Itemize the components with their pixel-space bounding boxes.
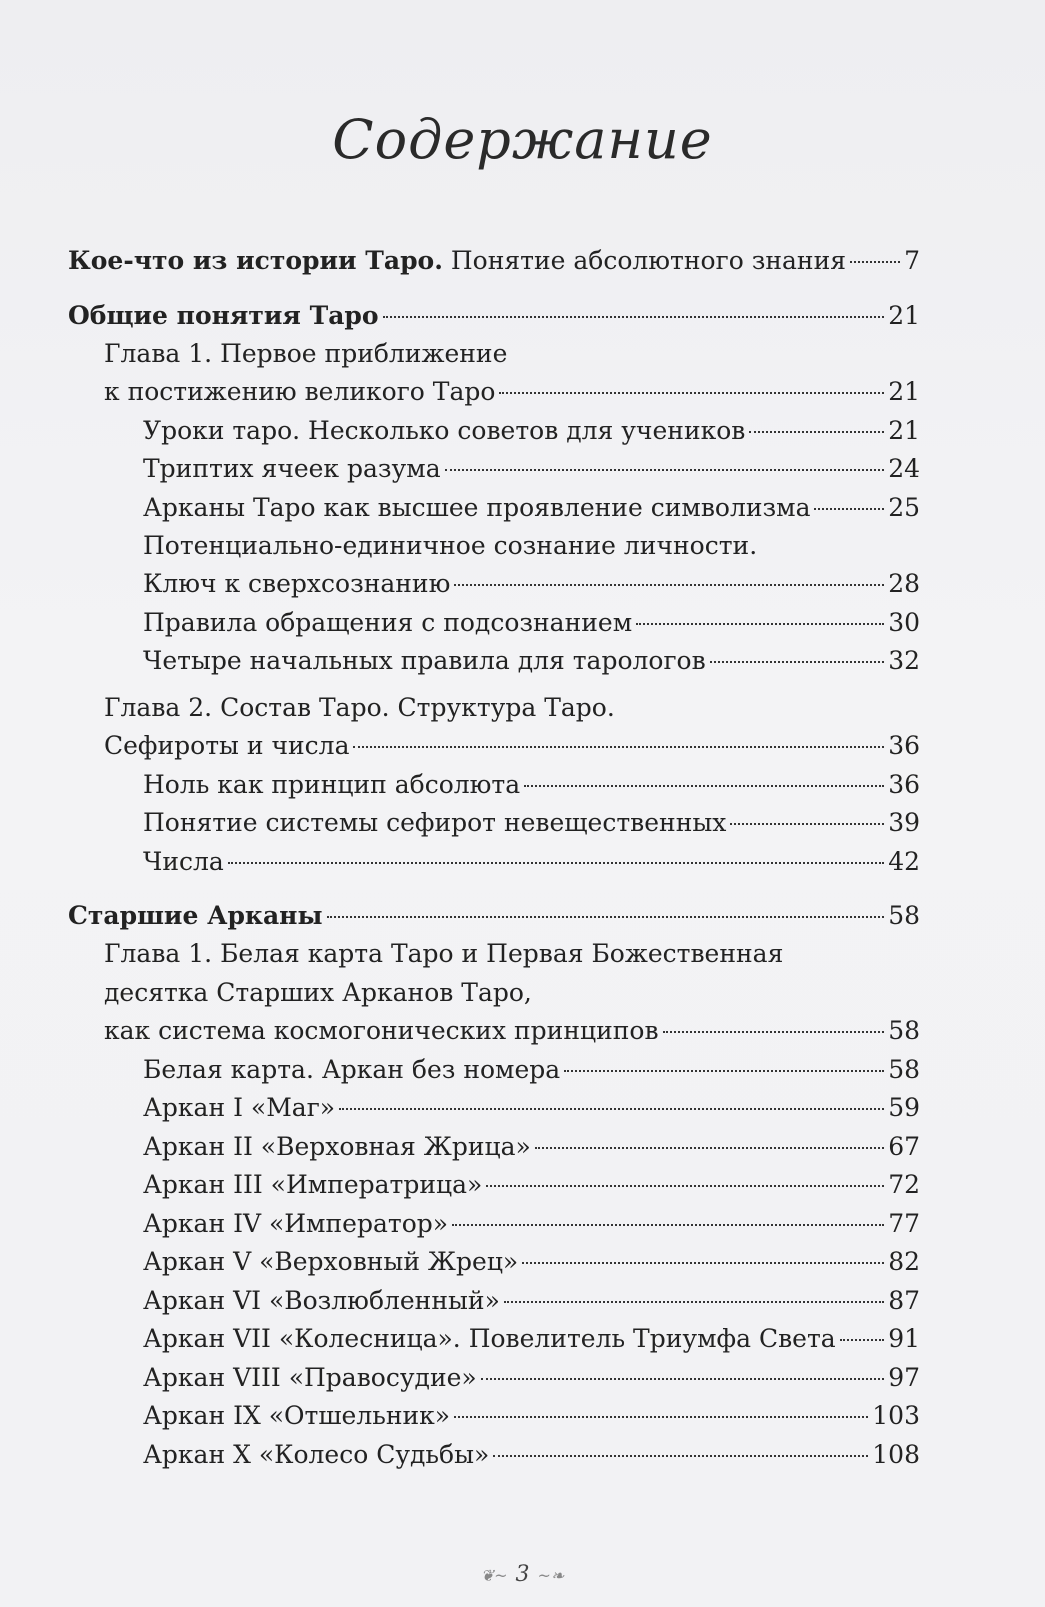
toc-entry-text: Аркан V «Верховный Жрец»: [143, 1247, 519, 1276]
dot-leader: [454, 1416, 868, 1418]
toc-entry-text: Белая карта. Аркан без номера: [143, 1055, 561, 1084]
toc-entry-line1: Глава 1. Белая карта Таро и Первая Божественная: [104, 939, 784, 968]
toc-entry-label: [68, 244, 846, 278]
toc-entry-text: Аркан VII «Колесница». Повелитель Триумфа Света: [143, 1324, 836, 1353]
toc-entry-text: Четыре начальных правила для тарологов: [143, 646, 706, 675]
toc-entry-text: к постижению великого Таро: [104, 377, 496, 406]
toc-entry-text: Аркан II «Верховная Жрица»: [143, 1132, 531, 1161]
toc-entry[interactable]: [143, 567, 920, 601]
toc-entry[interactable]: [143, 806, 920, 840]
dot-leader: [504, 1301, 884, 1303]
toc-page-number: 36: [888, 731, 920, 760]
toc-page-number: 36: [888, 770, 920, 799]
toc-page-number: 59: [888, 1093, 920, 1122]
dot-leader: [452, 1224, 884, 1226]
toc-entry-line1: Глава 2. Состав Таро. Структура Таро.: [104, 693, 615, 722]
toc-page-number: 28: [888, 569, 920, 598]
toc-page-number: 30: [888, 608, 920, 637]
toc-entry-text: Арканы Таро как высшее проявление символизма: [143, 493, 811, 522]
folio-number: 3: [515, 1562, 530, 1587]
dot-leader: [730, 823, 884, 825]
toc-entry-text: Сефироты и числа: [104, 731, 350, 760]
toc-entry-bold: Старшие Арканы: [68, 901, 323, 930]
toc-entry[interactable]: [143, 1091, 920, 1125]
toc-entry[interactable]: [143, 1207, 920, 1241]
toc-entry-text: Аркан IV «Император»: [143, 1209, 449, 1238]
toc-entry-bold: Общие понятия Таро: [68, 301, 379, 330]
toc-entry-line2: десятка Старших Арканов Таро,: [104, 978, 532, 1007]
toc-entry-text: Ключ к сверхсознанию: [143, 569, 451, 598]
toc-entry[interactable]: [104, 375, 920, 409]
toc-entry[interactable]: [143, 452, 920, 486]
toc-page-number: 21: [888, 301, 920, 330]
toc-page-number: 32: [888, 646, 920, 675]
dot-leader: [710, 661, 885, 663]
dot-leader: [383, 316, 885, 318]
dot-leader: [499, 392, 884, 394]
dot-leader: [814, 508, 884, 510]
toc-entry-text: Уроки таро. Несколько советов для учеников: [143, 416, 746, 445]
dot-leader: [850, 261, 900, 263]
toc-page-number: 42: [888, 847, 920, 876]
toc-entry[interactable]: [143, 414, 920, 448]
toc-entry[interactable]: [104, 729, 920, 763]
toc-entry[interactable]: [143, 845, 920, 879]
toc-page-number: 58: [888, 1016, 920, 1045]
toc-entry[interactable]: [143, 1284, 920, 1318]
dot-leader: [522, 1262, 884, 1264]
toc-entry-text: Аркан IX «Отшельник»: [143, 1401, 451, 1430]
toc-entry-text: Триптих ячеек разума: [143, 454, 441, 483]
toc-entry-text: Понятие системы сефирот невещественных: [143, 808, 727, 837]
toc-page-number: 24: [888, 454, 920, 483]
toc-entry[interactable]: [143, 1053, 920, 1087]
toc-entry[interactable]: [143, 644, 920, 678]
toc-entry-text: как система космогонических принципов: [104, 1016, 659, 1045]
toc-page-number: 58: [888, 1055, 920, 1084]
dot-leader: [493, 1455, 868, 1457]
toc-entry[interactable]: [143, 491, 920, 525]
toc-page-number: 7: [904, 246, 920, 275]
dot-leader: [486, 1185, 884, 1187]
toc-page-number: 103: [872, 1401, 920, 1430]
toc-entry-text: Понятие абсолютного знания: [442, 246, 847, 275]
toc-page-number: 91: [888, 1324, 920, 1353]
toc-entry[interactable]: [104, 1014, 920, 1048]
toc-page-number: 77: [888, 1209, 920, 1238]
toc-page-number: 39: [888, 808, 920, 837]
toc-entry-bold: Кое-что из истории Таро.: [68, 246, 443, 275]
toc-page-number: 82: [888, 1247, 920, 1276]
toc-page-number: 58: [888, 901, 920, 930]
toc-entry-text: Аркан X «Колесо Судьбы»: [143, 1440, 490, 1469]
toc-entry-text: Аркан III «Императрица»: [143, 1170, 483, 1199]
toc-entry[interactable]: [68, 244, 920, 278]
dot-leader: [339, 1108, 884, 1110]
toc-entry-text: Ноль как принцип абсолюта: [143, 770, 521, 799]
toc-page-number: 21: [888, 377, 920, 406]
toc-entry[interactable]: [143, 1399, 920, 1433]
toc-entry-text: Аркан VI «Возлюбленный»: [143, 1286, 500, 1315]
toc-entry[interactable]: [143, 1322, 920, 1356]
toc-entry[interactable]: [143, 1130, 920, 1164]
dot-leader: [749, 431, 884, 433]
toc-entry[interactable]: [143, 1245, 920, 1279]
toc-page-number: 87: [888, 1286, 920, 1315]
toc-entry-text: Аркан VIII «Правосудие»: [143, 1363, 477, 1392]
dot-leader: [535, 1147, 884, 1149]
toc-entry[interactable]: [68, 899, 920, 933]
toc-entry[interactable]: [68, 299, 920, 333]
dot-leader: [524, 785, 884, 787]
toc-entry-text: Аркан I «Маг»: [143, 1093, 336, 1122]
page-number-footer: [0, 1562, 1045, 1587]
dot-leader: [840, 1339, 885, 1341]
toc-entry-text: Числа: [143, 847, 224, 876]
page-title: Содержание: [332, 108, 713, 171]
toc-entry[interactable]: [143, 1168, 920, 1202]
toc-page-number: 25: [888, 493, 920, 522]
toc-page-number: 108: [872, 1440, 920, 1469]
left-ornament-icon: ❦~: [480, 1565, 508, 1585]
dot-leader: [228, 862, 884, 864]
toc-page-number: 67: [888, 1132, 920, 1161]
toc-entry-line1: Потенциально-единичное сознание личности.: [143, 531, 758, 560]
dot-leader: [481, 1378, 884, 1380]
dot-leader: [327, 916, 885, 918]
toc-entry-line1: Глава 1. Первое приближение: [104, 339, 508, 368]
toc-page-number: 97: [888, 1363, 920, 1392]
dot-leader: [564, 1070, 884, 1072]
toc-entry[interactable]: [143, 768, 920, 802]
right-ornament-icon: ~❧: [537, 1565, 565, 1585]
dot-leader: [454, 584, 884, 586]
dot-leader: [353, 746, 884, 748]
toc-entry[interactable]: [143, 1438, 920, 1472]
dot-leader: [445, 469, 885, 471]
toc-entry[interactable]: [143, 1361, 920, 1395]
dot-leader: [636, 623, 884, 625]
toc-page-number: 21: [888, 416, 920, 445]
dot-leader: [663, 1031, 885, 1033]
toc-entry-text: Правила обращения с подсознанием: [143, 608, 633, 637]
toc-page-number: 72: [888, 1170, 920, 1199]
toc-entry[interactable]: [143, 606, 920, 640]
